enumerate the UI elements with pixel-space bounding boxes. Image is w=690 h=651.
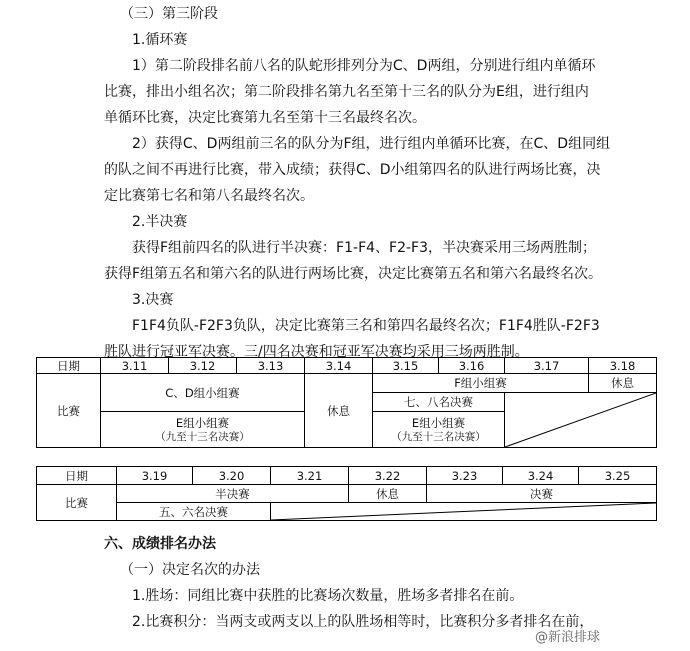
e-group-title: E组小组赛 bbox=[175, 415, 230, 430]
date-cell: 3.20 bbox=[193, 467, 271, 485]
final-line2: 胜队进行冠亚军决赛。三/四名决赛和冠亚军决赛均采用三场两胜制。 bbox=[104, 344, 529, 360]
section6-heading: 六、成绩排名办法 bbox=[104, 536, 216, 552]
section6-item2: 2.比赛积分：当两支或两支以上的队胜场相等时，比赛积分多者排名在前， bbox=[132, 614, 594, 630]
round-robin-title: 1.循环赛 bbox=[132, 32, 188, 48]
final-line1: F1F4负队-F2F3负队，决定比赛第三名和第四名最终名次；F1F4胜队-F2F3 bbox=[132, 318, 600, 334]
match-label: 比赛 bbox=[37, 485, 117, 521]
date-cell: 3.11 bbox=[101, 358, 169, 374]
diagonal-line bbox=[505, 393, 656, 447]
stage3-heading: （三）第三阶段 bbox=[120, 6, 218, 22]
section6-subheading: （一）决定名次的办法 bbox=[120, 562, 260, 578]
section6-item1: 1.胜场：同组比赛中获胜的比赛场次数量，胜场多者排名在前。 bbox=[132, 588, 524, 604]
date-cell: 3.16 bbox=[439, 358, 505, 374]
semifinal-title: 2.半决赛 bbox=[132, 214, 188, 230]
e-group-note: （九至十三名决赛） bbox=[155, 430, 250, 443]
date-cell: 3.23 bbox=[427, 467, 503, 485]
final-title: 3.决赛 bbox=[132, 292, 174, 308]
date-cell: 3.17 bbox=[505, 358, 589, 374]
rest-318: 休息 bbox=[589, 374, 657, 393]
match-label: 比赛 bbox=[37, 374, 101, 448]
schedule-table-2 bbox=[36, 466, 657, 521]
date-cell: 3.15 bbox=[373, 358, 439, 374]
date-cell: 3.21 bbox=[271, 467, 349, 485]
seventh-eighth-final: 七、八名决赛 bbox=[373, 393, 505, 412]
e-group-stage bbox=[101, 412, 305, 448]
para2-line1: 2）获得C、D两组前三名的队分为F组，进行组内单循环比赛，在C、D组同组 bbox=[132, 136, 611, 152]
date-cell: 3.25 bbox=[579, 467, 657, 485]
semifinal-cell: 半决赛 bbox=[117, 485, 349, 503]
date-label: 日期 bbox=[37, 358, 101, 374]
semifinal-line1: 获得F组前四名的队进行半决赛：F1-F4、F2-F3，半决赛采用三场两胜制； bbox=[132, 240, 596, 256]
rest-314: 休息 bbox=[305, 374, 373, 448]
para2-line3: 定比赛第七名和第八名最终名次。 bbox=[104, 188, 314, 204]
date-cell: 3.19 bbox=[117, 467, 193, 485]
fifth-sixth-final: 五、六名决赛 bbox=[117, 503, 271, 521]
semifinal-line2: 获得F组第五名和第六名的队进行两场比赛，决定比赛第五名和第六名最终名次。 bbox=[104, 266, 603, 282]
date-label: 日期 bbox=[37, 467, 117, 485]
e-group-note: （九至十三名决赛） bbox=[391, 430, 486, 443]
f-group-stage: F组小组赛 bbox=[373, 374, 589, 393]
schedule-table-1 bbox=[36, 357, 657, 448]
cd-group-stage: C、D组小组赛 bbox=[101, 374, 305, 412]
diagonal-line bbox=[271, 503, 656, 520]
final-cell: 决赛 bbox=[427, 485, 657, 503]
para1-line1: 1）第二阶段排名前八名的队蛇形排列分为C、D两组，分别进行组内单循环 bbox=[132, 58, 596, 74]
date-cell: 3.22 bbox=[349, 467, 427, 485]
date-cell: 3.13 bbox=[237, 358, 305, 374]
empty-diagonal-cell bbox=[271, 503, 657, 521]
watermark: @新浪排球 bbox=[534, 630, 600, 645]
para2-line2: 的队之间不再进行比赛，带入成绩；获得C、D小组第四名的队进行两场比赛，决 bbox=[104, 162, 601, 178]
e-group-stage-2 bbox=[373, 412, 505, 448]
date-cell: 3.24 bbox=[503, 467, 579, 485]
date-cell: 3.12 bbox=[169, 358, 237, 374]
date-cell: 3.14 bbox=[305, 358, 373, 374]
para1-line2: 比赛，排出小组名次；第二阶段排名第九名至第十三名的队分为E组，进行组内 bbox=[104, 84, 589, 100]
empty-diagonal-cell bbox=[505, 393, 657, 448]
e-group-title: E组小组赛 bbox=[411, 415, 466, 430]
para1-line3: 单循环比赛，决定比赛第九名至第十三名最终名次。 bbox=[104, 110, 426, 126]
rest-322: 休息 bbox=[349, 485, 427, 503]
date-cell: 3.18 bbox=[589, 358, 657, 374]
